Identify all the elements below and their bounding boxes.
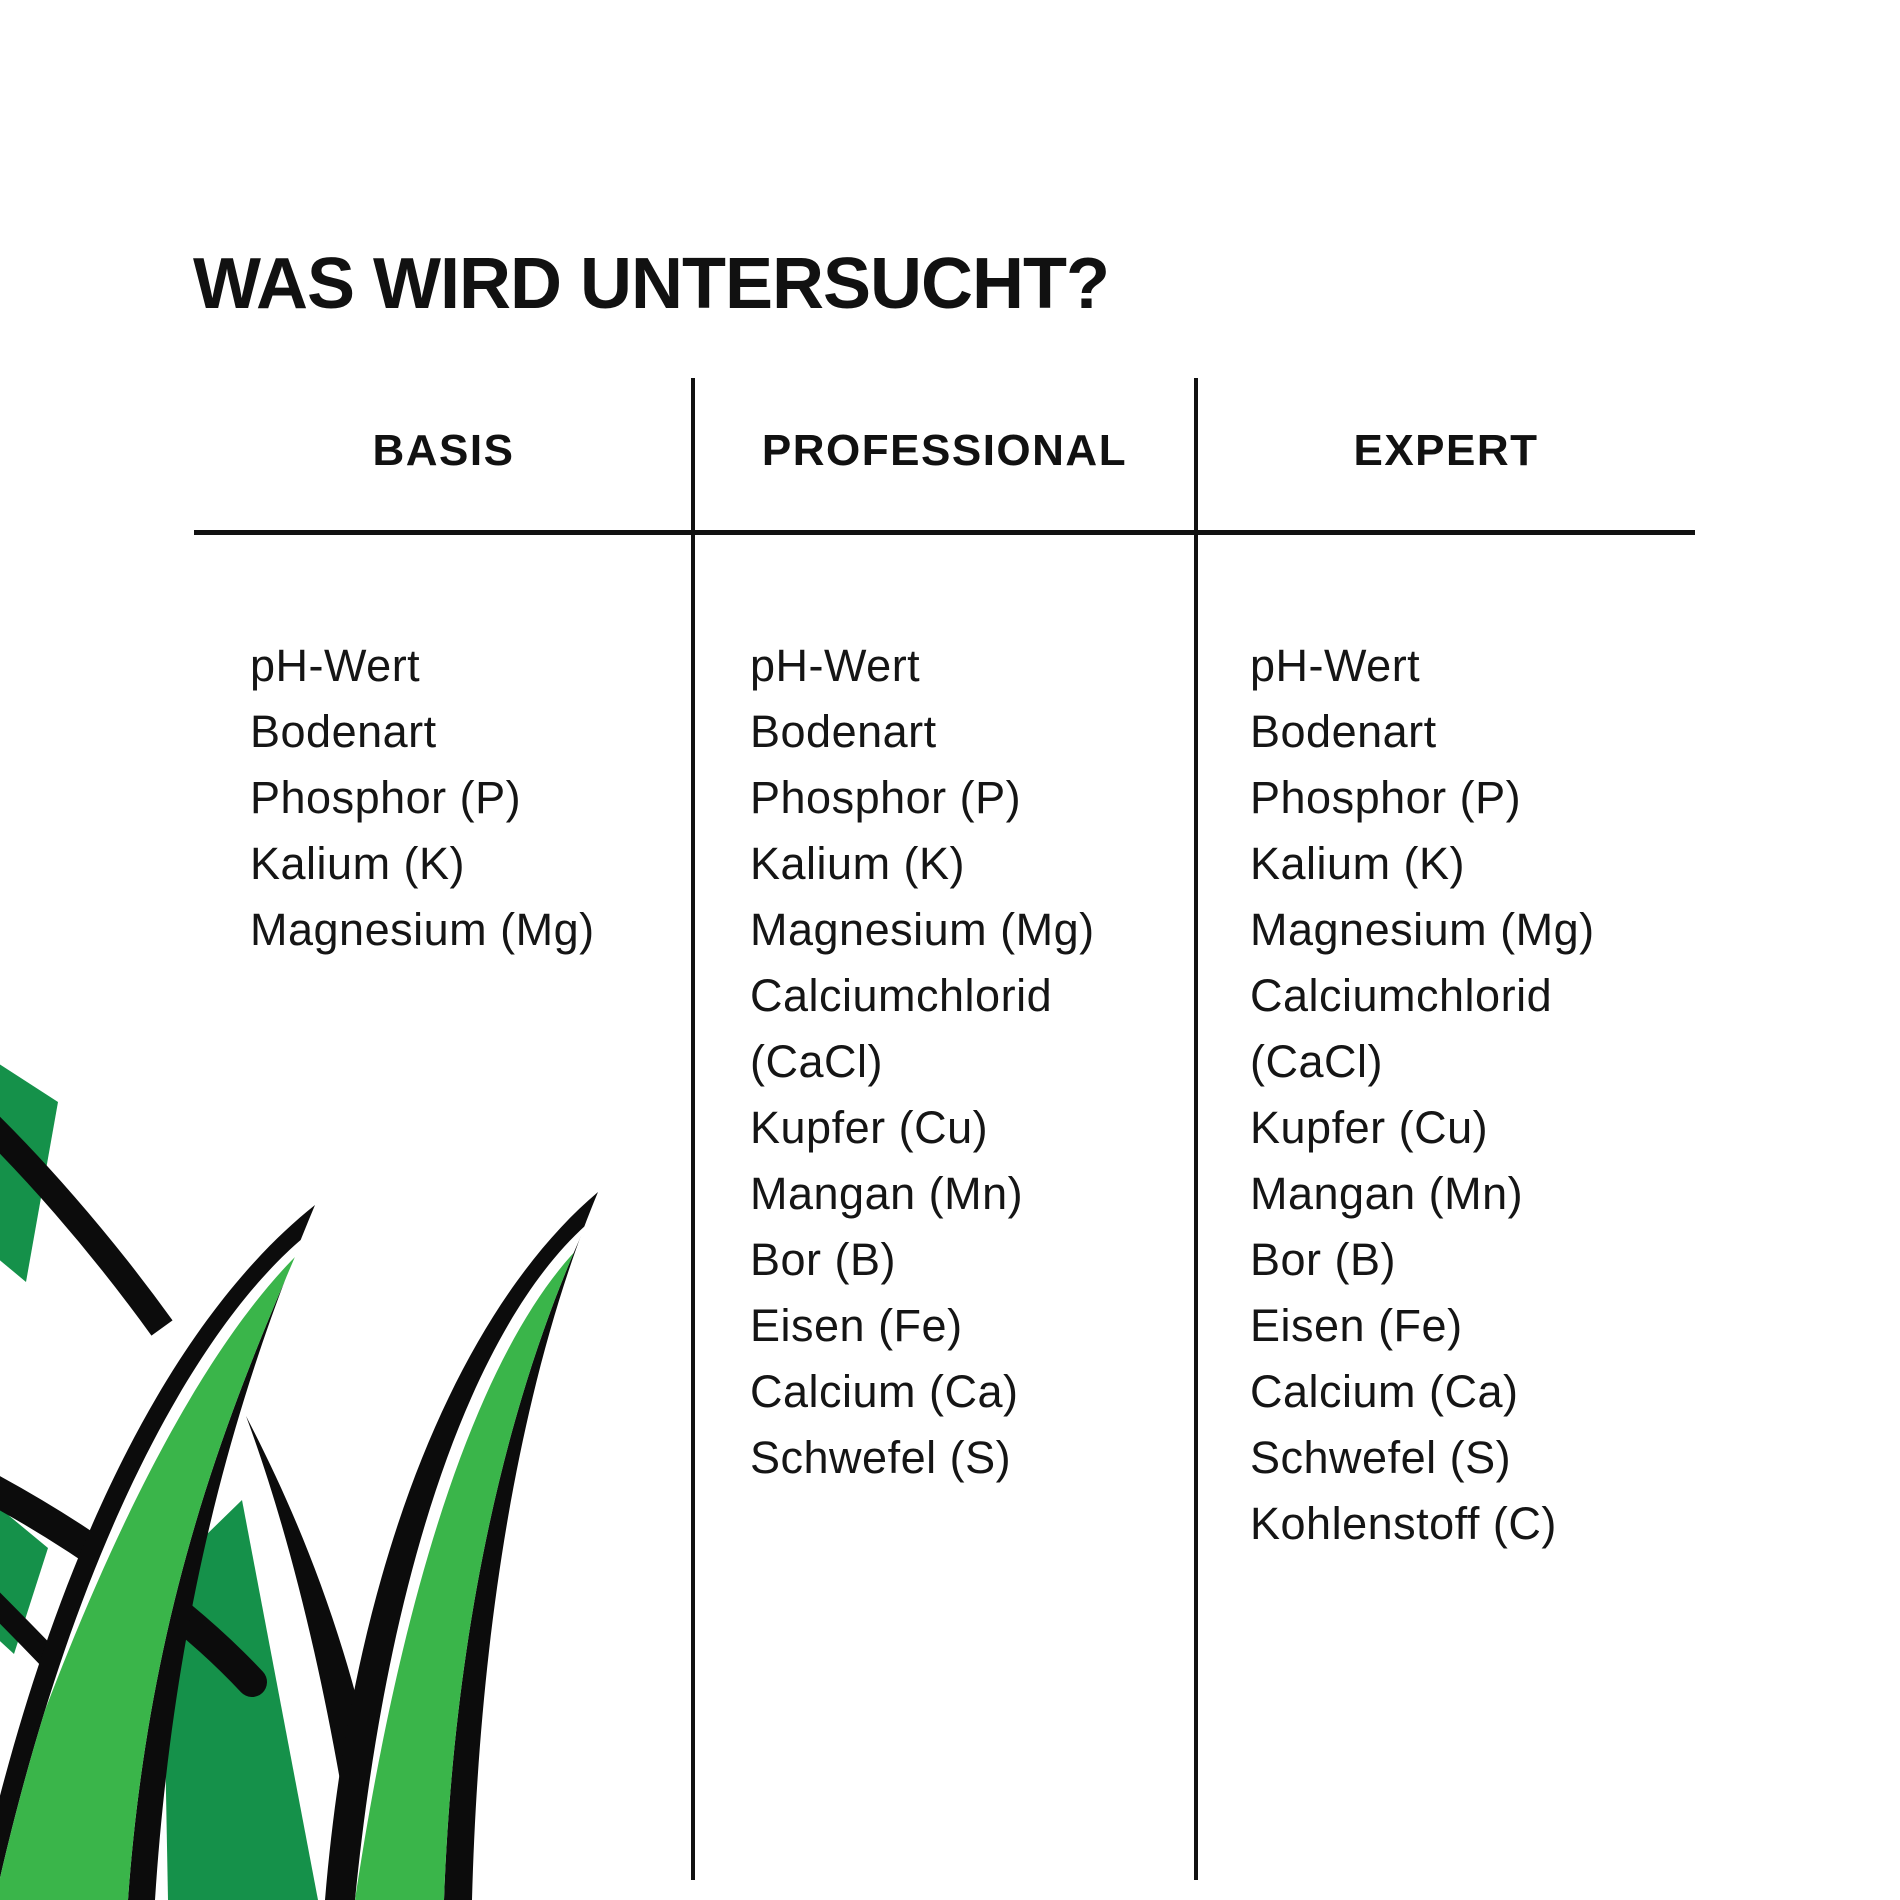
column-header-professional: PROFESSIONAL [761,426,1128,475]
analysis-item: pH-Wert [750,640,921,691]
check-blade-outline [325,1192,598,1900]
analysis-item: Magnesium (Mg) [250,904,595,955]
check-blade-fill [352,1242,584,1900]
analysis-item: Bodenart [750,706,937,757]
check-arm-outline [0,1472,252,1682]
analysis-item: Calciumchlorid (CaCl) [750,970,1053,1087]
analysis-item: Kalium (K) [1250,838,1466,889]
analysis-item: Calcium (Ca) [750,1366,1019,1417]
table-divider-2 [1194,378,1198,1880]
check-blade-fill [0,1252,300,1900]
analysis-item: pH-Wert [250,640,421,691]
expert-item-list [1250,633,1682,1557]
analysis-item: Eisen (Fe) [1250,1300,1463,1351]
grass-outline-fragment [0,1100,162,1328]
column-header-basis: BASIS [372,426,515,475]
dark-grass-fragment [0,1058,58,1282]
analysis-item: Bor (B) [750,1234,897,1285]
grass-logo [0,980,600,1900]
column-header-expert: EXPERT [1353,426,1539,475]
analysis-item: Phosphor (P) [250,772,522,823]
analysis-item: pH-Wert [1250,640,1421,691]
analysis-item: Mangan (Mn) [750,1168,1024,1219]
analysis-item: Calcium (Ca) [1250,1366,1519,1417]
analysis-item: Kupfer (Cu) [750,1102,989,1153]
table-header-rule [194,530,1695,535]
analysis-item: Kalium (K) [750,838,966,889]
analysis-item: Magnesium (Mg) [750,904,1095,955]
analysis-item: Calciumchlorid (CaCl) [1250,970,1553,1087]
analysis-item: Bodenart [250,706,437,757]
analysis-item: Schwefel (S) [1250,1432,1512,1483]
check-arm-blade [246,1416,396,1900]
dark-grass-blade [162,1500,318,1900]
analysis-item: Kohlenstoff (C) [1250,1498,1557,1549]
analysis-item: Eisen (Fe) [750,1300,963,1351]
table-divider-1 [691,378,695,1880]
analysis-item: Magnesium (Mg) [1250,904,1595,955]
analysis-item: Mangan (Mn) [1250,1168,1524,1219]
analysis-item: Kalium (K) [250,838,466,889]
page-title: WAS WIRD UNTERSUCHT? [193,244,1109,325]
analysis-item: Phosphor (P) [750,772,1022,823]
analysis-item: Phosphor (P) [1250,772,1522,823]
grass-checkmarks-icon [0,980,600,1900]
analysis-item: Kupfer (Cu) [1250,1102,1489,1153]
analysis-item: Bodenart [1250,706,1437,757]
analysis-item: Schwefel (S) [750,1432,1012,1483]
grass-outline-fragment [0,1578,62,1672]
check-blade-outline [0,1205,315,1900]
basis-item-list [250,633,682,963]
dark-grass-fragment [0,1500,48,1654]
analysis-item: Bor (B) [1250,1234,1397,1285]
professional-item-list [750,633,1182,1491]
